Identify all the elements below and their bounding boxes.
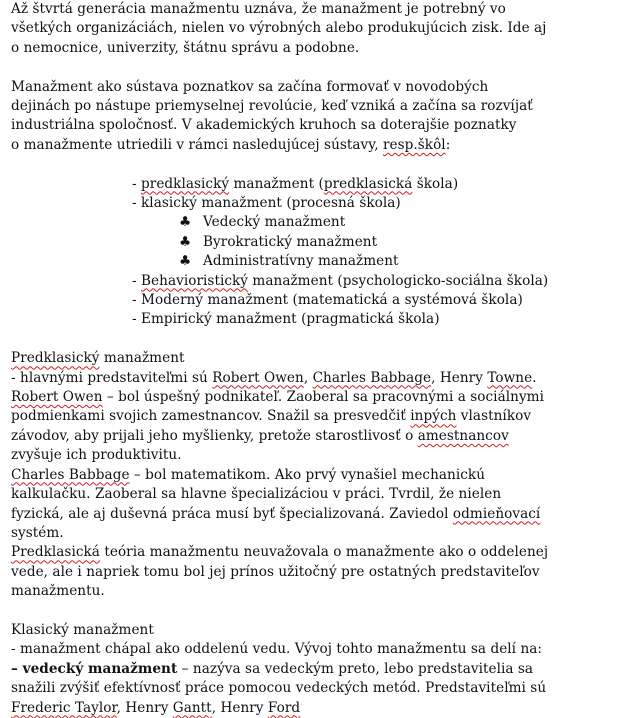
text-run: - hlavnými predstaviteľmi sú: [11, 369, 213, 386]
text-run: :: [445, 136, 451, 153]
spellcheck-word: Gantt: [172, 699, 212, 716]
text-run: Vedecký manažment: [203, 214, 346, 231]
section-heading: [11, 349, 619, 368]
spellcheck-word: Towne: [487, 369, 533, 386]
spellcheck-word: Charles Babbage: [11, 466, 130, 483]
text-run: o manažmente utriedili v rámci nasledujúcej sústavy,: [11, 136, 383, 153]
spellcheck-word: Ford: [267, 699, 301, 716]
sub-list-item: [11, 252, 619, 271]
text-line: kalkulačku. Zaoberal sa hlavne špecializáciou v práci. Tvrdil, že nielen: [11, 486, 502, 503]
text-line: snažili zvýšiť efektívnosť práce pomocou vedeckých metód. Predstaviteľmi sú: [11, 680, 547, 697]
spellcheck-word: Robert Owen: [212, 369, 304, 386]
paragraph-intro: [11, 0, 619, 58]
text-run: , Henry: [431, 369, 488, 386]
text-run: podmienkami svojich zamestnancov. Snažil sa presvedčiť: [11, 408, 411, 425]
text-run: Byrokratický manažment: [203, 233, 378, 250]
text-line: manažmentu.: [11, 583, 105, 600]
spellcheck-word: amestnancov: [417, 427, 509, 444]
blank-line: [11, 330, 619, 349]
text-line: zvyšuje ich produktivitu.: [11, 447, 182, 464]
text-run: – nazýva sa vedeckým preto, lebo predstavitelia sa: [177, 660, 534, 677]
spellcheck-word: odmieňovací: [452, 505, 541, 522]
text-line: [11, 427, 619, 446]
spellcheck-word: Charles Babbage: [312, 369, 432, 386]
text-line: [11, 466, 619, 485]
section-heading: Klasický manažment: [11, 621, 154, 638]
list-item: - klasický manažment (procesná škola): [132, 195, 401, 212]
blank-line: [11, 58, 619, 77]
text-line: dejinách po nástupe priemyselnej revolúcie, keď vzniká a začína sa rozvíjať: [11, 98, 533, 115]
club-bullet-icon: ♣: [179, 214, 192, 231]
text-line: [11, 505, 619, 524]
text-line: industriálna spoločnosť. V akademických kruhoch sa doterajšie poznatky: [11, 117, 517, 134]
section-classical: [11, 621, 619, 718]
text-run: manažment: [99, 350, 185, 367]
text-line: všetkých organizáciách, nielen vo výrobných alebo produkujúcich zisk. Ide aj: [11, 20, 547, 37]
spellcheck-word: Robert Owen: [11, 389, 103, 406]
text-run: ,: [303, 369, 313, 386]
text-run: Administratívny manažment: [203, 253, 399, 270]
section-preclassical: [11, 349, 619, 601]
text-run: , Henry: [116, 699, 173, 716]
text-run: teória manažmentu neuvažovala o manažmente ako o oddelenej: [99, 544, 549, 561]
spellcheck-word: Behavioristický: [141, 272, 249, 289]
list-item: [11, 175, 619, 194]
text-line: [11, 136, 619, 155]
text-run: manažment (: [229, 175, 324, 192]
text-run: – bol matematikom. Ako prvý vynašiel mechanickú: [129, 466, 486, 483]
spellcheck-word: Predklasický: [11, 350, 100, 367]
text-run: závodov, aby prijali jeho myšlienky, pretože starostlivosť o: [11, 427, 418, 444]
text-run: , Henry: [211, 699, 268, 716]
text-line: [11, 369, 619, 388]
text-line: [11, 407, 619, 426]
spellcheck-word: predklasická: [323, 175, 413, 192]
text-line: [11, 388, 619, 407]
list-item: - Moderný manažment (matematická a systémová škola): [132, 292, 523, 309]
text-line: systém.: [11, 524, 64, 541]
text-run: fyzická, ale aj duševná práca musí byť špecializovaná. Zaviedol: [11, 505, 453, 522]
text-run: -: [132, 175, 142, 192]
spellcheck-word: Predklasická: [11, 544, 100, 561]
text-run: -: [132, 272, 142, 289]
club-bullet-icon: ♣: [179, 253, 192, 270]
list-item: - Empirický manažment (pragmatická škola): [132, 311, 440, 328]
text-line: [11, 699, 619, 718]
spellcheck-word: predklasický: [141, 175, 230, 192]
sub-list-item: [11, 233, 619, 252]
list-item: [11, 272, 619, 291]
text-line: Až štvrtá generácia manažmentu uznáva, že manažment je potrebný vo: [11, 1, 506, 17]
text-line: [11, 660, 619, 679]
text-line: [11, 543, 619, 562]
spellcheck-word: resp.škôl: [382, 136, 446, 153]
text-line: o nemocnice, univerzity, štátnu správu a podobne.: [11, 39, 360, 56]
text-run: vlastníkov: [456, 408, 532, 425]
text-run: .: [532, 369, 537, 386]
bold-term: – vedecký manažment: [11, 660, 178, 677]
paragraph-history: [11, 78, 619, 156]
text-line: vede, ale i napriek tomu bol jej prínos užitočný pre ostatných predstaviteľov: [11, 563, 540, 580]
text-run: manažment (psychologicko-sociálna škola): [248, 272, 549, 289]
text-run: škola): [412, 175, 459, 192]
school-list: [11, 175, 619, 330]
blank-line: [11, 155, 619, 174]
spellcheck-word: Frederic Taylor: [11, 699, 117, 716]
spellcheck-word: inpých: [410, 408, 457, 425]
club-bullet-icon: ♣: [179, 233, 192, 250]
text-line: - manažment chápal ako oddelenú vedu. Vývoj tohto manažmentu sa delí na:: [11, 641, 543, 658]
text-line: Manažment ako sústava poznatkov sa začína formovať v novodobých: [11, 78, 489, 95]
blank-line: [11, 602, 619, 621]
text-run: – bol úspešný podnikateľ. Zaoberal sa pracovnými a sociálnymi: [102, 389, 545, 406]
sub-list-item: [11, 213, 619, 232]
